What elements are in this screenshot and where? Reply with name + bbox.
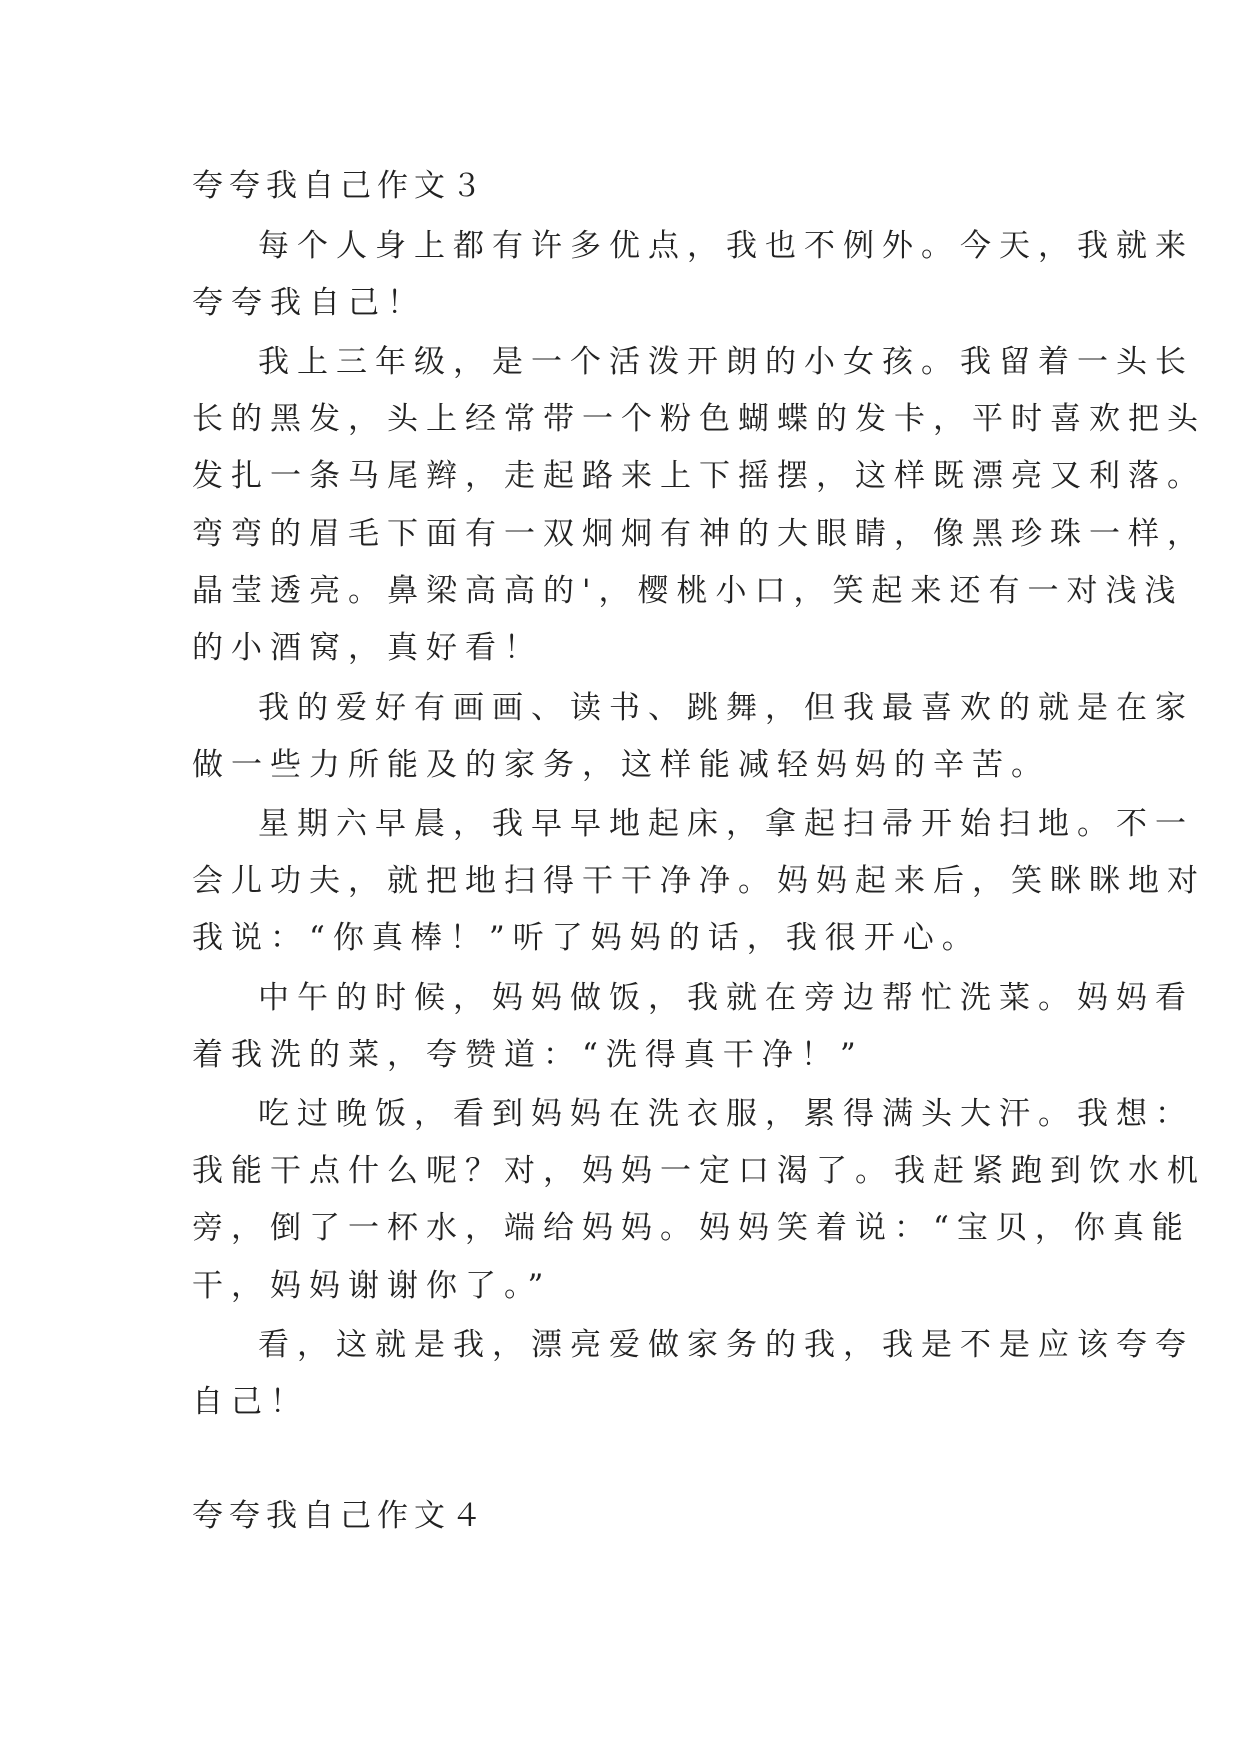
paragraph-3-line-1: 我的爱好有画画、读书、跳舞，但我最喜欢的就是在家: [258, 690, 1194, 726]
paragraph-5-line-1: 中午的时候，妈妈做饭，我就在旁边帮忙洗菜。妈妈看: [258, 980, 1194, 1016]
essay-heading-4: 夸夸我自己作文４: [192, 1498, 488, 1534]
paragraph-5-line-2: 着我洗的菜，夸赞道：“洗得真干净！”: [192, 1037, 864, 1073]
paragraph-2-line-3: 发扎一条马尾辫，走起路来上下摇摆，这样既漂亮又利落。: [192, 458, 1206, 494]
paragraph-3-line-2: 做一些力所能及的家务，这样能减轻妈妈的辛苦。: [192, 747, 1050, 783]
paragraph-1-line-1: 每个人身上都有许多优点，我也不例外。今天，我就来: [258, 228, 1194, 264]
paragraph-2-line-1: 我上三年级，是一个活泼开朗的小女孩。我留着一头长: [258, 344, 1194, 380]
paragraph-6-line-1: 吃过晚饭，看到妈妈在洗衣服，累得满头大汗。我想：: [258, 1096, 1194, 1132]
paragraph-4-line-2: 会儿功夫，就把地扫得干干净净。妈妈起来后，笑眯眯地对: [192, 863, 1206, 899]
paragraph-7-line-1: 看，这就是我，漂亮爱做家务的我，我是不是应该夸夸: [258, 1327, 1194, 1363]
paragraph-2-line-4: 弯弯的眉毛下面有一双炯炯有神的大眼睛，像黑珍珠一样，: [192, 516, 1206, 552]
paragraph-1-line-2: 夸夸我自己！: [192, 285, 426, 321]
paragraph-4-line-3: 我说：“你真棒！”听了妈妈的话，我很开心。: [192, 920, 981, 956]
paragraph-6-line-2: 我能干点什么呢？对，妈妈一定口渴了。我赶紧跑到饮水机: [192, 1153, 1206, 1189]
paragraph-4-line-1: 星期六早晨，我早早地起床，拿起扫帚开始扫地。不一: [258, 806, 1194, 842]
paragraph-2-line-2: 长的黑发，头上经常带一个粉色蝴蝶的发卡，平时喜欢把头: [192, 401, 1206, 437]
paragraph-6-line-4: 干，妈妈谢谢你了。”: [192, 1268, 552, 1304]
paragraph-2-line-6: 的小酒窝，真好看！: [192, 630, 543, 666]
paragraph-7-line-2: 自己！: [192, 1384, 309, 1420]
essay-heading-3: 夸夸我自己作文３: [192, 168, 488, 204]
paragraph-2-line-5: 晶莹透亮。鼻梁高高的'，樱桃小口，笑起来还有一对浅浅: [192, 573, 1184, 609]
paragraph-6-line-3: 旁，倒了一杯水，端给妈妈。妈妈笑着说：“宝贝，你真能: [192, 1210, 1191, 1246]
